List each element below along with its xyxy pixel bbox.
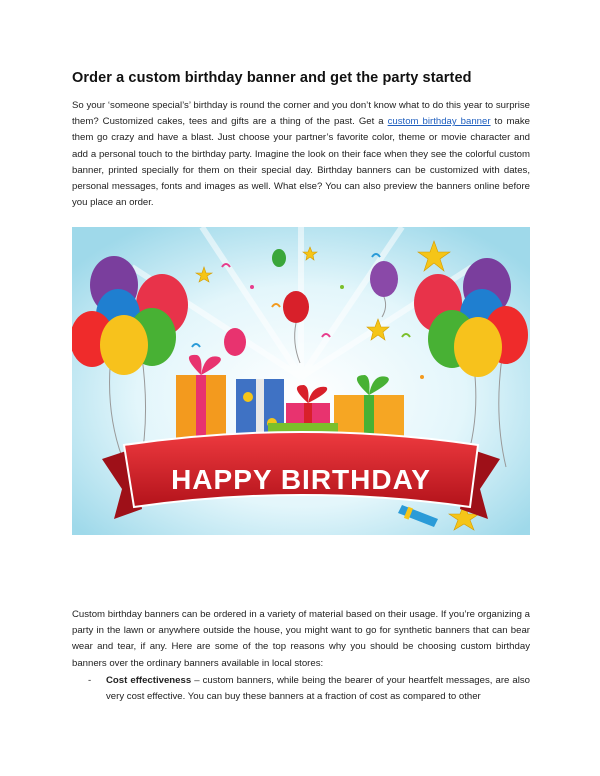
custom-birthday-banner-link[interactable]: custom birthday banner: [387, 116, 491, 128]
bullet-body: – custom banners, while being the bearer of your heartfelt messages, are also very cost effective. You can buy these banners at a fraction of cost as compared to other: [106, 675, 530, 703]
document-body: [72, 70, 530, 211]
bullet-term: Cost effectiveness: [106, 675, 192, 686]
bullet-text: [106, 673, 530, 705]
bullet-marker: -: [88, 675, 92, 686]
intro-text-start: So your ‘someone special’s’ birthday is round the corner and you don’t know what to do this year to surprise them? Customized cakes, tees and gifts are a thing of the past. Get a: [72, 100, 530, 128]
intro-text-end: to make them go crazy and have a blast. Just choose your partner’s favorite color, theme or movie character and add a personal touch to the birthday party. Imagine the look on their face when they see the colorful custom banner, printed specially for them on their special day. Birthday banners can be customized with dates, personal messages, fonts and images as well. What else? You can also preview the banners online before you place an order.: [72, 116, 530, 209]
birthday-banner-image: [72, 227, 530, 535]
second-paragraph: Custom birthday banners can be ordered in a variety of material based on their usage. If you’re organizing a party in the lawn or anywhere outside the house, you might want to go for synthetic banners that can bear wear and tear, if any. Here are some of the top reasons why you should be choosing custom birthday banners over the ordinary banners available in local stores:: [72, 609, 530, 669]
page-title: Order a custom birthday banner and get the party started: [72, 70, 472, 86]
intro-paragraph: [72, 98, 530, 211]
banner-text: HAPPY BIRTHDAY: [171, 464, 431, 495]
